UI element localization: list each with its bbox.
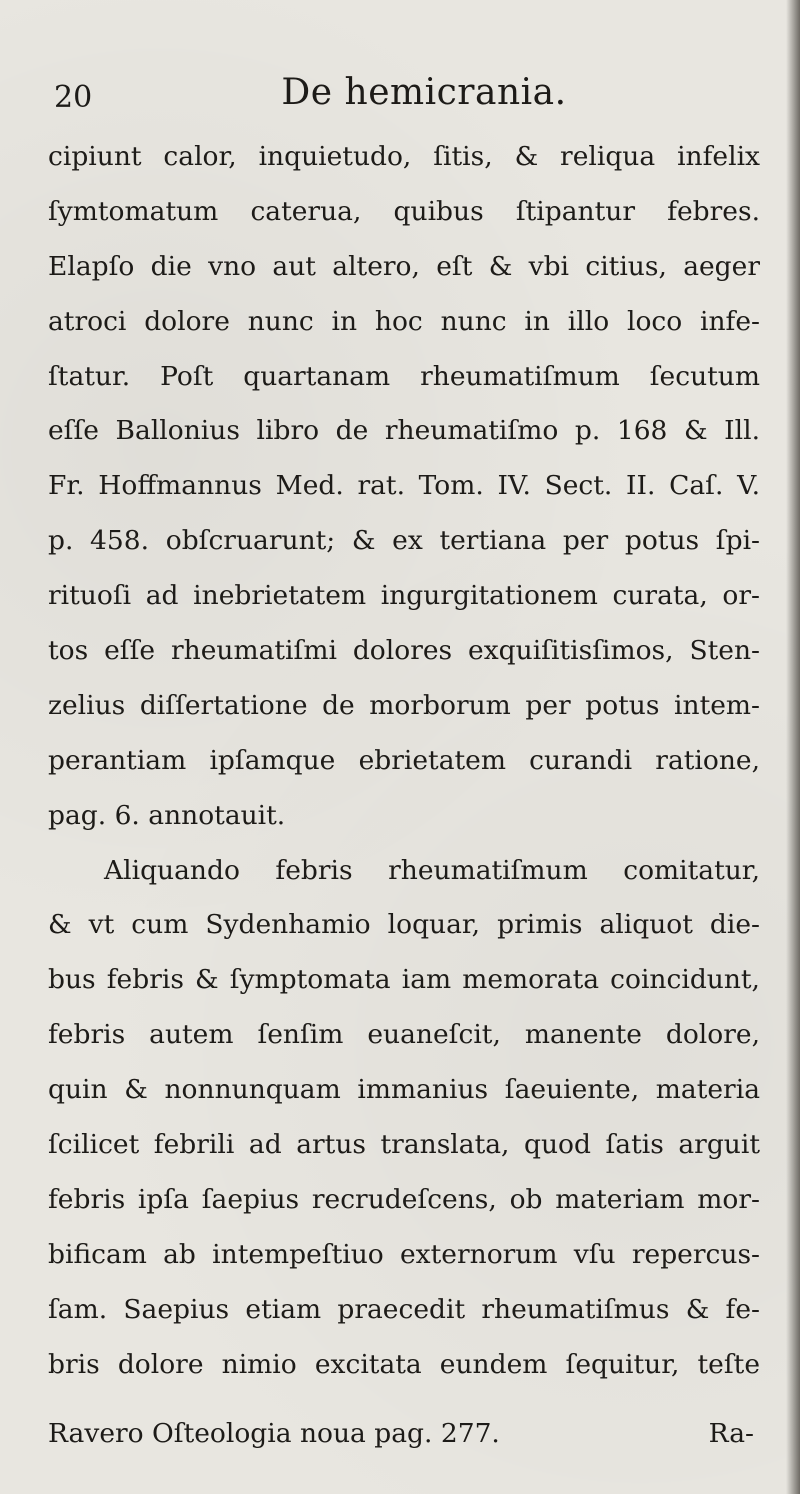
- text-line: atroci dolore nunc in hoc nunc in illo loco infe-: [48, 305, 760, 337]
- text-line: ſcilicet febrili ad artus translata, quod ſatis arguit: [48, 1129, 760, 1161]
- text-line: quin & nonnunquam immanius ſaeuiente, materia: [48, 1074, 760, 1106]
- text-line: Elapſo die vno aut altero, eſt & vbi citius, aeger: [48, 250, 760, 282]
- text-line: tos eſſe rheumatiſmi dolores exquiſitisſimos, Sten-: [48, 635, 760, 667]
- page-header: [48, 72, 760, 116]
- text-line: bris dolore nimio excitata eundem ſequitur, teſte: [48, 1348, 760, 1380]
- page-bottom: [48, 1418, 760, 1458]
- text-line: zelius diſſertatione de morborum per potus intem-: [48, 689, 760, 721]
- final-text-line: Ravero Oſteologia noua pag. 277.: [48, 1418, 500, 1449]
- text-line: perantiam ipſamque ebrietatem curandi ratione,: [48, 744, 760, 776]
- paragraph-end-line: pag. 6. annotauit.: [48, 799, 286, 831]
- text-line: ſymtomatum caterua, quibus ſtipantur febres.: [48, 195, 760, 227]
- text-line: p. 458. obſcruarunt; & ex tertiana per potus ſpi-: [48, 525, 760, 557]
- text-line: rituoſi ad inebrietatem ingurgitationem curata, or-: [48, 580, 760, 612]
- text-line: & vt cum Sydenhamio loquar, primis aliquot die-: [48, 909, 760, 941]
- paragraph-start-line: Aliquando febris rheumatiſmum comitatur,: [104, 854, 760, 886]
- text-line: febris ipſa ſaepius recrudeſcens, ob materiam mor-: [48, 1183, 760, 1215]
- text-line: bificam ab intempeſtiuo externorum vſu repercus-: [48, 1238, 760, 1270]
- body-text: [48, 130, 760, 1392]
- page-number: 20: [54, 80, 93, 115]
- text-line: Fr. Hoffmannus Med. rat. Tom. IV. Sect. II. Caſ. V.: [48, 470, 760, 502]
- text-line: eſſe Ballonius libro de rheumatiſmo p. 168 & Ill.: [48, 415, 760, 447]
- text-line: ſam. Saepius etiam praecedit rheumatiſmus & fe-: [48, 1293, 760, 1325]
- text-line: cipiunt calor, inquietudo, ſitis, & reliqua infelix: [48, 141, 760, 172]
- page-edge-shadow: [786, 0, 800, 1494]
- catchword: Ra-: [708, 1418, 754, 1449]
- text-line: ſtatur. Poſt quartanam rheumatiſmum ſecutum: [48, 360, 760, 392]
- running-title: De hemicrania.: [281, 72, 567, 113]
- text-line: febris autem ſenſim euaneſcit, manente dolore,: [48, 1019, 760, 1051]
- text-line: bus febris & ſymptomata iam memorata coincidunt,: [48, 964, 760, 996]
